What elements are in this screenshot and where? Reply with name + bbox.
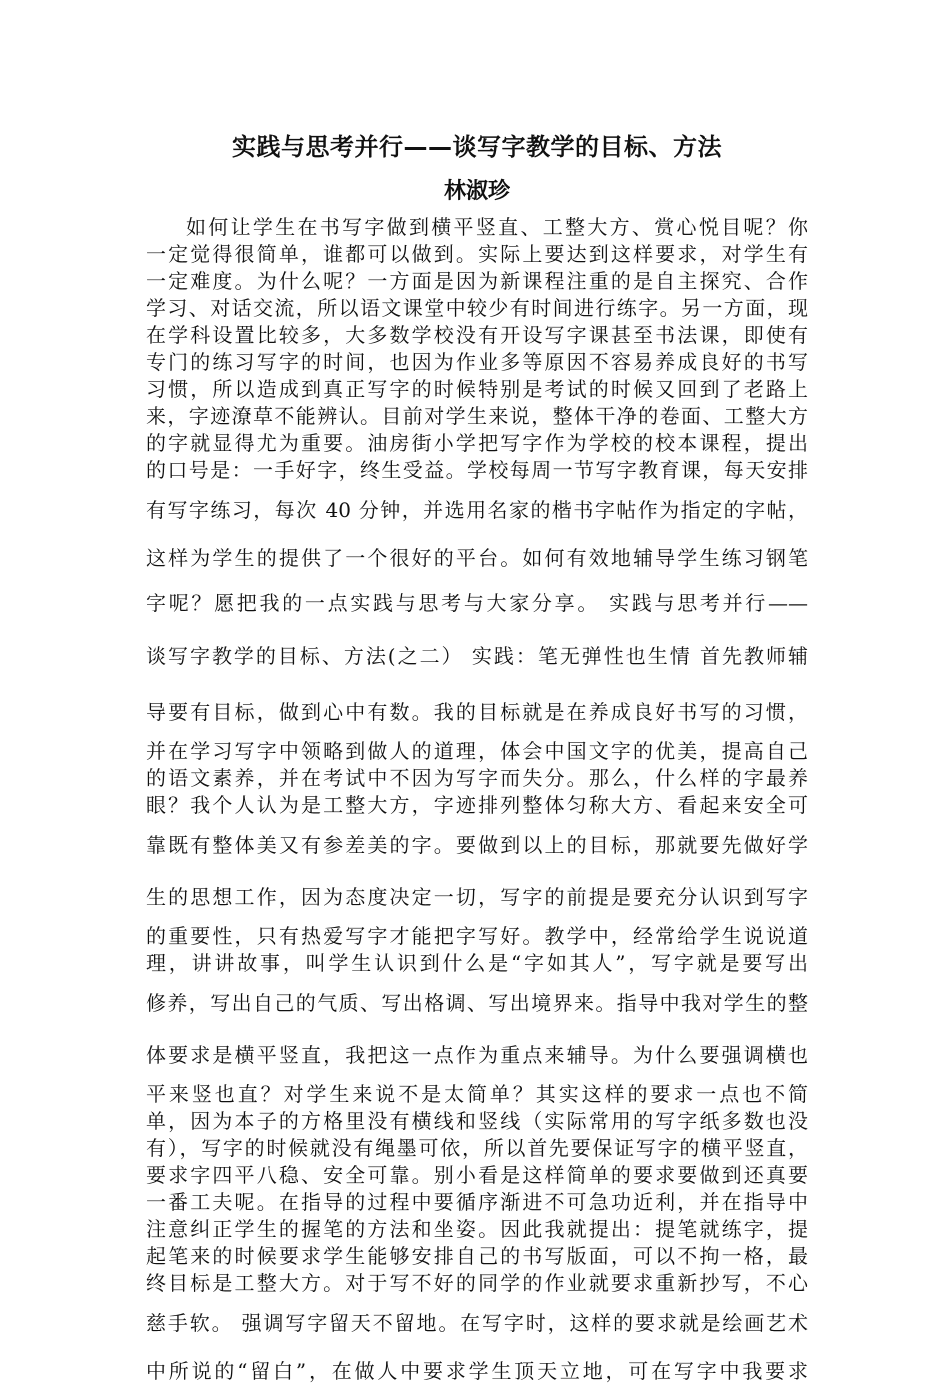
body-line: 眼？我个人认为是工整大方，字迹排列整体匀称大方、看起来安全可 xyxy=(146,793,808,817)
document-title: 实践与思考并行——谈写字教学的目标、方法 xyxy=(232,133,722,161)
body-line: 在学科设置比较多，大多数学校没有开设写字课甚至书法课，即使有 xyxy=(146,323,808,347)
body-line: 终目标是工整大方。对于写不好的同学的作业就要求重新抄写，不心 xyxy=(146,1271,808,1295)
body-line: 一定难度。为什么呢？一方面是因为新课程注重的是自主探究、合作 xyxy=(146,269,808,293)
body-line: 起笔来的时候要求学生能够安排自己的书写版面，可以不拘一格，最 xyxy=(146,1244,808,1268)
body-line: 慈手软。 强调写字留天不留地。在写字时，这样的要求就是绘画艺术 xyxy=(146,1311,808,1335)
document-page xyxy=(146,130,808,1394)
body-line: 一番工夫呢。在指导的过程中要循序渐进不可急功近利，并在指导中 xyxy=(146,1190,808,1214)
body-line: 一定觉得很简单，谁都可以做到。实际上要达到这样要求，对学生有 xyxy=(146,242,808,266)
body-line: 靠既有整体美又有参差美的字。要做到以上的目标，那就要先做好学 xyxy=(146,833,808,857)
body-line: 字呢？愿把我的一点实践与思考与大家分享。 实践与思考并行—— xyxy=(146,591,808,615)
body-line: 平来竖也直？对学生来说不是太简单？其实这样的要求一点也不简 xyxy=(146,1082,808,1106)
body-line: 修养，写出自己的气质、写出格调、写出境界来。指导中我对学生的整 xyxy=(146,991,808,1015)
body-line: 的语文素养，并在考试中不因为写字而失分。那么，什么样的字最养 xyxy=(146,766,808,790)
body-line: 来，字迹潦草不能辨认。目前对学生来说，整体干净的卷面、工整大方 xyxy=(146,404,808,428)
body-line: 中所说的“留白”，在做人中要求学生顶天立地，可在写字中我要求 xyxy=(146,1359,808,1383)
body-line: 学习、对话交流，所以语文课堂中较少有时间进行练字。另一方面，现 xyxy=(146,296,808,320)
body-line: 并在学习写字中领略到做人的道理，体会中国文字的优美，提高自己 xyxy=(146,739,808,763)
body-line: 有），写字的时候就没有绳墨可依，所以首先要保证写字的横平竖直， xyxy=(146,1136,808,1160)
body-line: 的口号是：一手好字，终生受益。学校每周一节写字教育课，每天安排 xyxy=(146,458,808,482)
body-line: 单，因为本子的方格里没有横线和竖线（实际常用的写字纸多数也没 xyxy=(146,1109,808,1133)
body-line: 的重要性，只有热爱写字才能把字写好。教学中，经常给学生说说道 xyxy=(146,924,808,948)
body-line: 如何让学生在书写字做到横平竖直、工整大方、赏心悦目呢？你 xyxy=(186,215,808,239)
body-line: 谈写字教学的目标、方法(之二） 实践：笔无弹性也生情 首先教师辅 xyxy=(146,644,808,668)
document-body xyxy=(146,214,808,1394)
body-line: 专门的练习写字的时间，也因为作业多等原因不容易养成良好的书写 xyxy=(146,350,808,374)
document-author: 林淑珍 xyxy=(443,179,510,204)
body-line: 体要求是横平竖直，我把这一点作为重点来辅导。为什么要强调横也 xyxy=(146,1043,808,1067)
body-line: 这样为学生的提供了一个很好的平台。如何有效地辅导学生练习钢笔 xyxy=(146,546,808,570)
body-line: 有写字练习，每次 40 分钟，并选用名家的楷书字帖作为指定的字帖， xyxy=(146,498,808,522)
body-line: 的字就显得尤为重要。油房街小学把写字作为学校的校本课程，提出 xyxy=(146,431,808,455)
body-line: 要求字四平八稳、安全可靠。别小看是这样简单的要求要做到还真要 xyxy=(146,1163,808,1187)
body-line: 注意纠正学生的握笔的方法和坐姿。因此我就提出：提笔就练字，提 xyxy=(146,1217,808,1241)
body-line: 生的思想工作，因为态度决定一切，写字的前提是要充分认识到写字 xyxy=(146,885,808,909)
body-line: 习惯，所以造成到真正写字的时候特别是考试的时候又回到了老路上 xyxy=(146,377,808,401)
body-line: 导要有目标，做到心中有数。我的目标就是在养成良好书写的习惯， xyxy=(146,700,808,724)
body-line: 理，讲讲故事，叫学生认识到什么是“字如其人”，写字就是要写出 xyxy=(146,951,808,975)
